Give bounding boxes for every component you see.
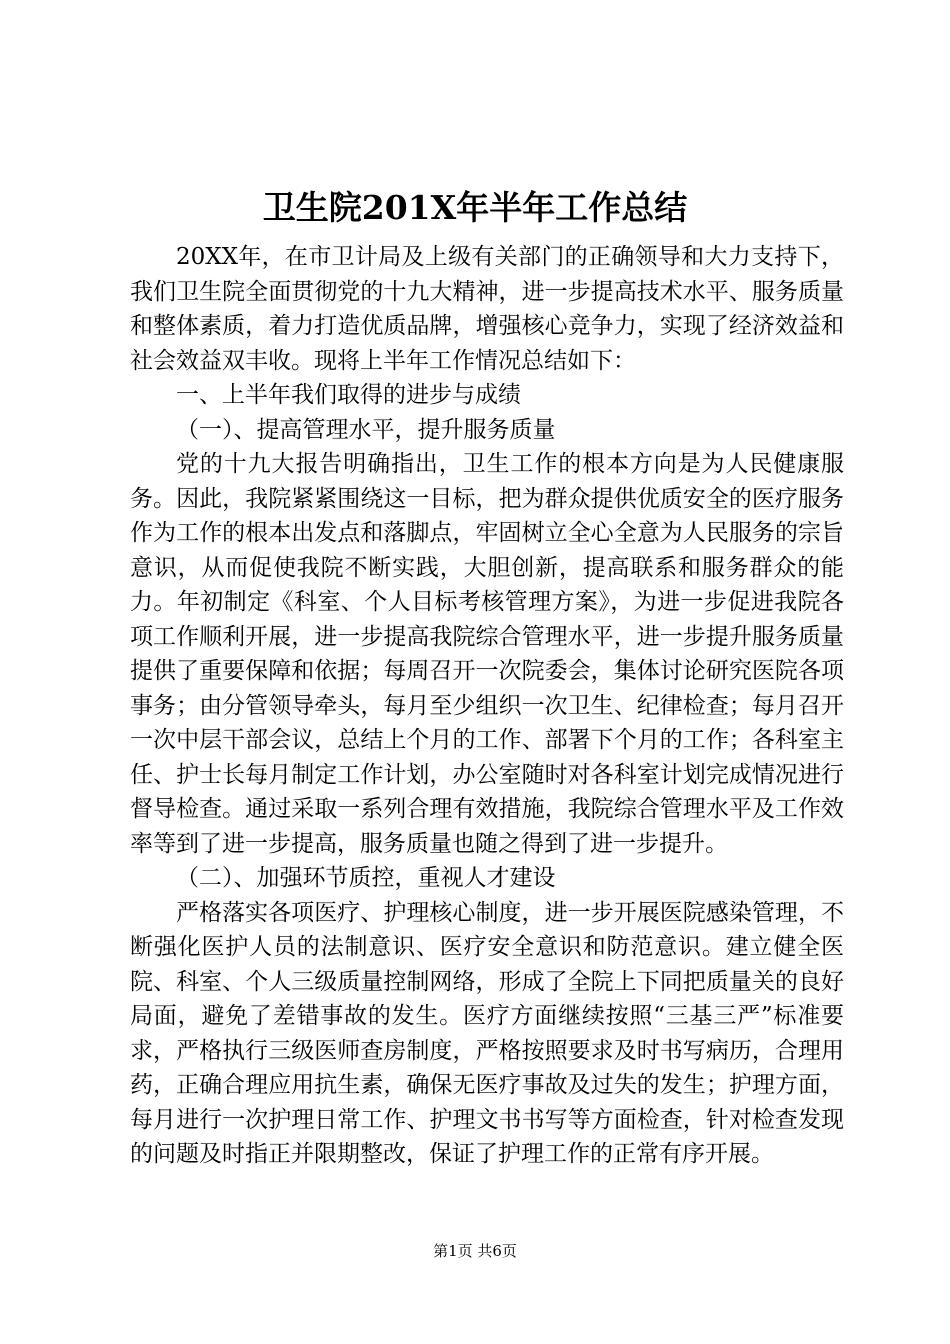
document-body	[130, 240, 844, 1172]
subsection-heading-2: （二）、加强环节质控，重视人才建设	[176, 865, 556, 891]
page-footer: 第1页 共6页	[433, 1242, 517, 1260]
document-title: 卫生院201X年半年工作总结	[262, 188, 688, 227]
subsection-heading-1: （一）、提高管理水平，提升服务质量	[176, 416, 556, 443]
section-heading-1: 一、上半年我们取得的进步与成绩	[176, 382, 521, 408]
quality-control-paragraph: 严格落实各项医疗、护理核心制度，进一步开展医院感染管理，不断强化医护人员的法制意识、医疗安全意识和防范意识。建立健全医院、科室、个人三级质量控制网络，形成了全院上下同把质量关的良好局面，避免了差错事故的发生。医疗方面继续按照“三基三严”标准要求，严格执行三级医师查房制度，严格按照要求及时书写病历，合理用药，正确合理应用抗生素，确保无医疗事故及过失的发生；护理方面，每月进行一次护理日常工作、护理文书书写等方面检查，针对检查发现的问题及时指正并限期整改，保证了护理工作的正常有序开展。	[130, 899, 844, 1167]
management-paragraph: 党的十九大报告明确指出，卫生工作的根本方向是为人民健康服务。因此，我院紧紧围绕这一目标，把为群众提供优质安全的医疗服务作为工作的根本出发点和落脚点，牢固树立全心全意为人民服务的宗旨意识，从而促使我院不断实践，大胆创新，提高联系和服务群众的能力。年初制定《科室、个人目标考核管理方案》，为进一步促进我院各项工作顺利开展，进一步提高我院综合管理水平，进一步提升服务质量提供了重要保障和依据；每周召开一次院委会，集体讨论研究医院各项事务；由分管领导牵头，每月至少组织一次卫生、纪律检查；每月召开一次中层干部会议，总结上个月的工作、部署下个月的工作；各科室主任、护士长每月制定工作计划，办公室随时对各科室计划完成情况进行督导检查。通过采取一系列合理有效措施，我院综合管理水平及工作效率等到了进一步提高，服务质量也随之得到了进一步提升。	[130, 451, 844, 857]
intro-paragraph: 20XX年，在市卫计局及上级有关部门的正确领导和大力支持下，我们卫生院全面贯彻党的十九大精神，进一步提高技术水平、服务质量和整体素质，着力打造优质品牌，增强核心竞争力，实现了经济效益和社会效益双丰收。现将上半年工作情况总结如下：	[130, 244, 844, 374]
